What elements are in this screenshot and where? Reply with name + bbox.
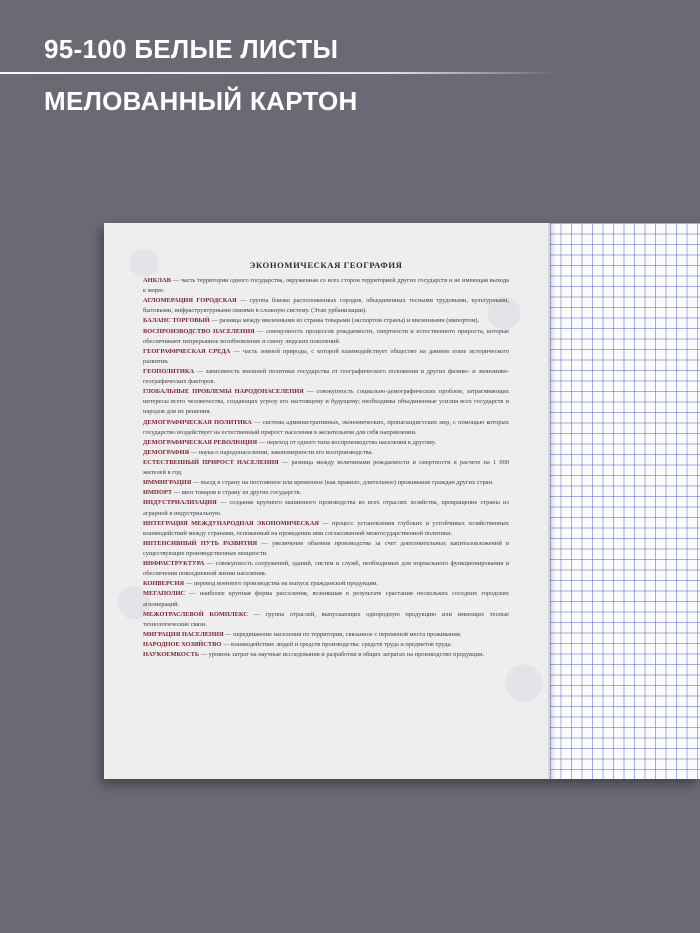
glossary-term: КОНВЕРСИЯ bbox=[143, 580, 185, 588]
glossary-entry bbox=[143, 438, 509, 448]
glossary-definition: — въезд в страну на постоянное или временное (как правило, длительное) проживание граждан других стран. bbox=[191, 479, 494, 487]
glossary-entry bbox=[143, 498, 509, 518]
glossary-term: ГЛОБАЛЬНЫЕ ПРОБЛЕМЫ НАРОДОНАСЕЛЕНИЯ bbox=[143, 388, 304, 396]
glossary-entry bbox=[143, 589, 509, 609]
glossary-definition: — система административных, экономических, пропагандистских мер, с помощью которых государство воздействует на естественный прирост населения в желательном для себя направлении. bbox=[143, 418, 509, 436]
glossary-entry bbox=[143, 539, 509, 559]
glossary-entry bbox=[143, 387, 509, 417]
glossary-term: ГЕОГРАФИЧЕСКАЯ СРЕДА bbox=[143, 347, 231, 355]
glossary-definition: — зависимость внешней политики государства от географического положения и других физико- и экономико-географических факторов. bbox=[143, 367, 509, 386]
glossary-entry bbox=[143, 327, 509, 347]
glossary-entry bbox=[143, 448, 509, 458]
glossary-term: ВОСПРОИЗВОДСТВО НАСЕЛЕНИЯ bbox=[143, 327, 255, 335]
headline-coated-cardboard: МЕЛОВАННЫЙ КАРТОН bbox=[44, 86, 358, 116]
glossary-entry bbox=[143, 610, 509, 630]
glossary-entry bbox=[143, 519, 509, 539]
glossary-definition: — переход от одного типа воспроизводства населения к другому. bbox=[257, 438, 436, 446]
glossary-definition: — совокупность социально-демографических проблем, затрагивающих интересы всего человечества, создающих угрозу его настоящему и будущему; необходимы объединенные усилия всех государств и народов для их решения. bbox=[143, 388, 509, 416]
glossary-definition: — разница между ввезенными из страны товарами (экспортом страны) и ввезенными (импортом). bbox=[209, 317, 480, 325]
headline-divider bbox=[0, 72, 560, 74]
glossary-definition: — процесс установления глубоких и устойчивых хозяйственных взаимодействий между странами, основанный на проведении ими согласованной межгосударственной политики. bbox=[143, 519, 509, 537]
glossary-term: МИГРАЦИЯ НАСЕЛЕНИЯ bbox=[143, 630, 224, 638]
glossary-definition: — совокупность процессов рождаемости, смертности и естественного прироста, которые обеспечивают непрерывное возобновление и смену людских поколений. bbox=[143, 327, 509, 345]
glossary-definition: — наука о народонаселении, закономерности его воспроизводства. bbox=[189, 448, 374, 456]
glossary-definition: — увеличение объемов производства за счет дополнительных капиталовложений в существующие производственные мощности. bbox=[143, 539, 509, 557]
glossary-entry bbox=[143, 367, 509, 387]
glossary-term: БАЛАНС ТОРГОВЫЙ bbox=[143, 317, 210, 325]
glossary-entry bbox=[143, 347, 509, 367]
glossary-entry bbox=[143, 276, 509, 296]
glossary-term: ДЕМОГРАФИЧЕСКАЯ ПОЛИТИКА bbox=[143, 418, 252, 426]
glossary-definition: — совокупность сооружений, зданий, систем и служб, необходимых для нормального функционирования и обеспечения повседневной жизни населения. bbox=[143, 560, 509, 578]
glossary-term: ИНТЕГРАЦИЯ МЕЖДУНАРОДНАЯ ЭКОНОМИЧЕСКАЯ bbox=[143, 519, 320, 527]
glossary-definition: — часть территории одного государства, окруженная со всех сторон территорией других государств и не имеющая выхода к морю. bbox=[143, 277, 509, 295]
glossary-term: АНКЛАВ bbox=[143, 277, 171, 284]
glossary-term: ИНДУСТРИАЛИЗАЦИЯ bbox=[143, 499, 217, 507]
glossary-entry bbox=[143, 478, 509, 488]
glossary-definition: — часть земной природы, с которой взаимодействует общество на данном этапе исторического развития. bbox=[143, 347, 509, 365]
glossary-term: ИММИГРАЦИЯ bbox=[143, 479, 192, 487]
glossary-list bbox=[143, 276, 509, 660]
glossary-entry bbox=[143, 458, 509, 478]
glossary-entry bbox=[143, 296, 509, 316]
glossary-definition: — уровень затрат на научные исследования и разработки в общих затратах на производство продукции. bbox=[199, 651, 485, 659]
page-title: ЭКОНОМИЧЕСКАЯ ГЕОГРАФИЯ bbox=[249, 260, 403, 270]
glossary-term: МЕГАПОЛИС bbox=[143, 590, 186, 598]
glossary-entry bbox=[143, 650, 509, 660]
glossary-definition: — передвижение населения по территории, связанное с переменой места проживания. bbox=[223, 630, 462, 638]
reference-page bbox=[104, 223, 548, 779]
glossary-entry bbox=[143, 559, 509, 579]
glossary-definition: — группа отраслей, выпускающих однородную продукцию или имеющих тесные технологические связи. bbox=[143, 610, 509, 628]
glossary-term: НАУКОЕМКОСТЬ bbox=[143, 651, 200, 659]
glossary-definition: — наиболее крупная форма расселения, возникшая в результате срастания нескольких соседних городских агломераций. bbox=[143, 590, 509, 608]
glossary-entry bbox=[143, 640, 509, 650]
glossary-definition: — создание крупного машинного производства во всех отраслях хозяйства, превращение страны из аграрной в индустриальную. bbox=[143, 499, 509, 517]
glossary-definition: — перевод военного производства на выпуск гражданской продукции. bbox=[184, 580, 378, 588]
glossary-definition: — разница между величинами рождаемости и смертности в расчете на 1 000 жителей в год. bbox=[143, 458, 509, 477]
grid-page bbox=[548, 223, 700, 779]
glossary-term: НАРОДНОЕ ХОЗЯЙСТВО bbox=[143, 640, 222, 648]
glossary-entry bbox=[143, 418, 509, 438]
glossary-entry bbox=[143, 488, 509, 498]
headline-white-sheets: 95-100 БЕЛЫЕ ЛИСТЫ bbox=[44, 34, 339, 64]
glossary-entry bbox=[143, 579, 509, 589]
glossary-definition: — группа близко расположенных городов, объединенных тесными трудовыми, культурными, бытовыми, инфраструктурными связями в сложную систему. (Этап урбанизации). bbox=[143, 297, 509, 315]
notebook-photo bbox=[104, 223, 700, 779]
glossary-term: ЕСТЕСТВЕННЫЙ ПРИРОСТ НАСЕЛЕНИЯ bbox=[143, 458, 279, 466]
glossary-definition: — взаимодействие людей и средств производства: средств труда и предметов труда. bbox=[221, 640, 452, 648]
glossary-term: АГЛОМЕРАЦИЯ ГОРОДСКАЯ bbox=[143, 297, 237, 305]
glossary-term: ИНТЕНСИВНЫЙ ПУТЬ РАЗВИТИЯ bbox=[143, 539, 258, 547]
glossary-term: ДЕМОГРАФИЧЕСКАЯ РЕВОЛЮЦИЯ bbox=[143, 438, 258, 446]
glossary-term: ГЕОПОЛИТИКА bbox=[143, 367, 195, 375]
glossary-entry bbox=[143, 630, 509, 640]
glossary-term: ИНФРАСТРУКТУРА bbox=[143, 560, 205, 568]
glossary-term: МЕЖОТРАСЛЕВОЙ КОМПЛЕКС bbox=[143, 610, 248, 618]
glossary-definition: — ввоз товаров в страну из других государств. bbox=[172, 489, 302, 497]
glossary-entry bbox=[143, 316, 509, 326]
glossary-term: ИМПОРТ bbox=[143, 489, 173, 497]
glossary-term: ДЕМОГРАФИЯ bbox=[143, 448, 190, 456]
